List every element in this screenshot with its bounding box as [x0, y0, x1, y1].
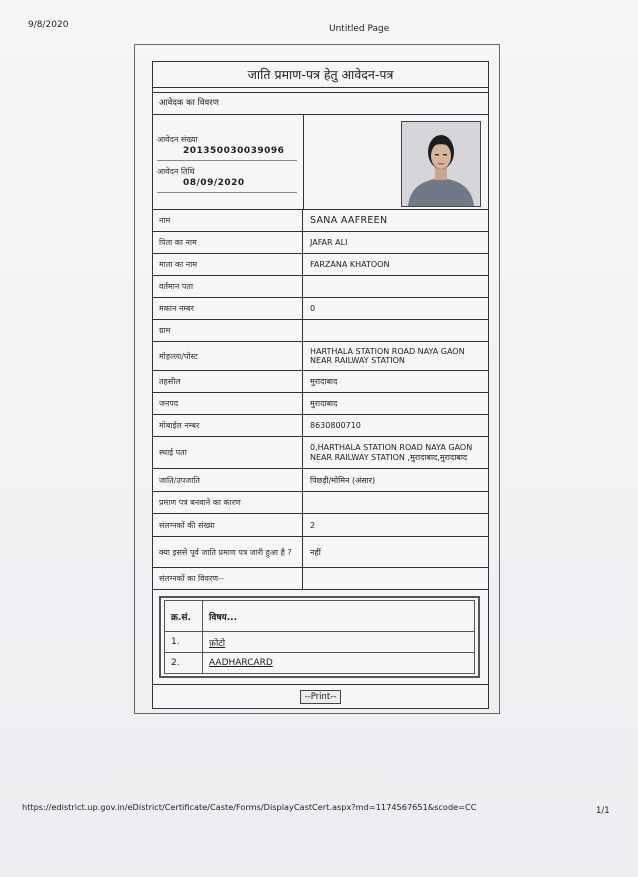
attachment-link-aadhar[interactable]: AADHARCARD [209, 658, 273, 668]
value-attachment-details [303, 568, 488, 589]
application-form [152, 61, 489, 709]
col-subject-header: विषय... [203, 601, 475, 632]
photo-cell [304, 115, 488, 209]
row-attachment-count [153, 514, 488, 537]
application-number: 201350030039096 [183, 146, 285, 156]
print-row [153, 685, 488, 708]
value-caste: पिछड़ी/मोमिन (अंसार) [310, 475, 376, 485]
row-house-number [153, 298, 488, 320]
label-mother-name: माता का नाम [153, 254, 303, 275]
row-locality [153, 342, 488, 371]
application-info [153, 115, 304, 209]
row-current-address [153, 276, 488, 298]
row-tehsil [153, 371, 488, 393]
value-tehsil: मुरादाबाद [310, 377, 338, 386]
applicant-summary [153, 115, 488, 210]
application-date: 08/09/2020 [183, 178, 245, 188]
applicant-photo [401, 121, 481, 207]
print-date: 9/8/2020 [28, 20, 69, 30]
table-row [165, 653, 475, 674]
value-mother-name: FARZANA KHATOON [310, 260, 390, 269]
footer-page-number: 1/1 [596, 806, 610, 816]
attachments-table [159, 596, 480, 678]
value-locality: HARTHALA STATION ROAD NAYA GAON NEAR RAILWAY STATION [310, 347, 465, 365]
label-reason: प्रमाण पत्र बनवाने का कारण [153, 492, 303, 513]
table-row [165, 632, 475, 653]
value-village [303, 320, 488, 341]
attachment-serial: 2. [165, 653, 203, 674]
label-district: जनपद [153, 393, 303, 414]
attachments-section [153, 590, 488, 685]
label-father-name: पिता का नाम [153, 232, 303, 253]
attachment-link-photo[interactable]: फ़ोटो [209, 638, 226, 649]
application-number-label: आवेदन संख्या [157, 135, 198, 144]
label-attachment-details: संलग्नकों का विवरण-- [153, 568, 303, 589]
underline [157, 192, 297, 193]
value-current-address [303, 276, 488, 297]
value-reason [303, 492, 488, 513]
row-name [153, 210, 488, 232]
applicant-photo-image [402, 122, 480, 206]
row-district [153, 393, 488, 415]
label-caste: जाति/उपजाति [153, 469, 303, 491]
value-district: मुरादाबाद [310, 399, 338, 408]
value-permanent-address: 0,HARTHALA STATION ROAD NAYA GAON NEAR RAILWAY STATION ,मुरादाबाद,मुरादाबाद [310, 442, 473, 462]
row-previous-certificate [153, 537, 488, 568]
form-title: जाति प्रमाण-पत्र हेतु आवेदन-पत्र [153, 62, 488, 88]
value-father-name: JAFAR ALI [310, 238, 348, 247]
attachment-serial: 1. [165, 632, 203, 653]
value-attachment-count: 2 [310, 520, 316, 530]
row-caste [153, 469, 488, 492]
row-mother-name [153, 254, 488, 276]
attachments-header-row [165, 601, 475, 632]
print-button[interactable]: --Print-- [300, 690, 342, 704]
label-attachment-count: संलग्नकों की संख्या [153, 514, 303, 536]
application-date-label: आवेदन तिथि [157, 167, 195, 176]
row-mobile [153, 415, 488, 437]
value-mobile: 8630800710 [310, 421, 361, 430]
label-mobile: मोबाईल नम्बर [153, 415, 303, 436]
row-attachment-details [153, 568, 488, 590]
row-reason [153, 492, 488, 514]
section-heading: आवेदक का विवरण [153, 93, 488, 115]
label-tehsil: तहसील [153, 371, 303, 392]
value-house-number: 0 [310, 304, 316, 313]
row-father-name [153, 232, 488, 254]
row-village [153, 320, 488, 342]
row-permanent-address [153, 437, 488, 469]
footer-url: https://edistrict.up.gov.in/eDistrict/Certificate/Caste/Forms/DisplayCastCert.aspx?md=1174567651&scode=CC [22, 802, 477, 812]
label-previous-certificate: क्या इससे पूर्व जाति प्रमाण पत्र जारी हुआ है ? [153, 537, 303, 567]
label-permanent-address: स्थाई पता [153, 437, 303, 468]
value-name: SANA AAFREEN [310, 215, 388, 226]
print-page-title: Untitled Page [329, 24, 390, 34]
underline [157, 160, 297, 161]
label-name: नाम [153, 210, 303, 231]
label-locality: मोहल्ला/पोस्ट [153, 342, 303, 370]
label-house-number: मकान नम्बर [153, 298, 303, 319]
label-village: ग्राम [153, 320, 303, 341]
col-serial-header: क्र.सं. [165, 601, 203, 632]
label-current-address: वर्तमान पता [153, 276, 303, 297]
value-previous-certificate: नहीं [310, 547, 321, 557]
